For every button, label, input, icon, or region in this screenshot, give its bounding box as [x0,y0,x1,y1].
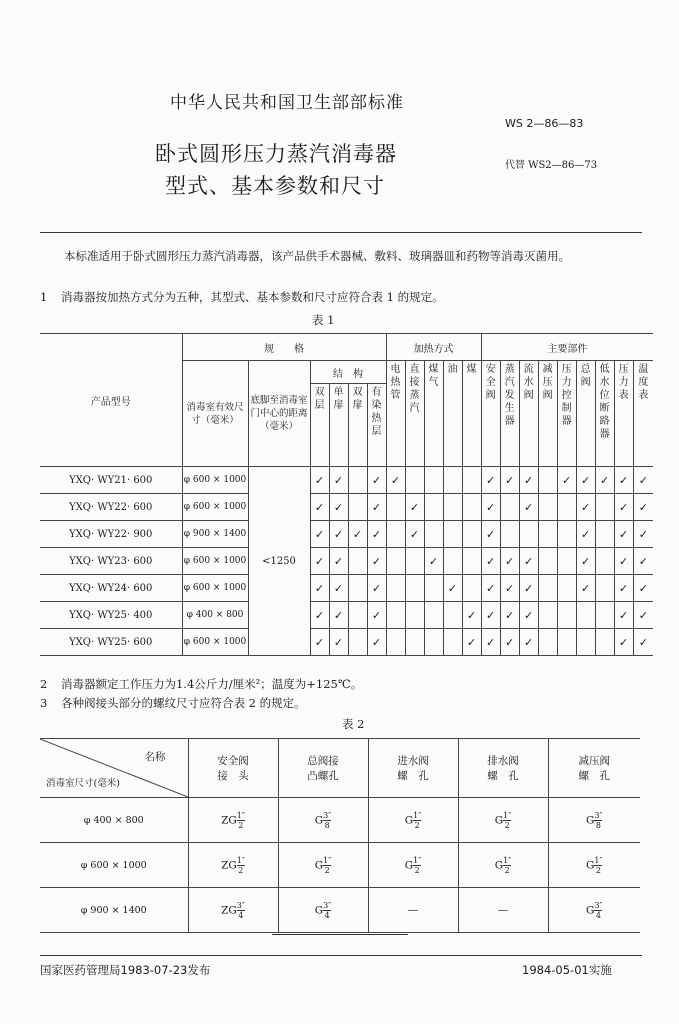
check-mark: ✓ [367,521,386,548]
thread-fraction [237,901,245,920]
size-cell: φ 600 × 1000 [182,629,248,656]
dash: — [407,904,419,916]
empty-cell [443,494,462,521]
check-mark: ✓ [329,494,348,521]
empty-cell [538,629,557,656]
check-mark: ✓ [424,548,443,575]
fraction-denominator: 2 [324,865,330,875]
thread-fraction [594,811,602,830]
empty-cell [424,467,443,494]
thread-fraction [323,856,331,875]
check-mark: ✓ [481,548,500,575]
table-1-row [40,467,653,494]
col-header-model: 产品型号 [40,334,182,467]
empty-cell [538,494,557,521]
thread-prefix: G [314,904,324,916]
check-mark: ✓ [481,602,500,629]
check-mark: ✓ [462,629,481,656]
check-mark: ✓ [500,548,519,575]
empty-cell [462,494,481,521]
check-mark: ✓ [614,467,633,494]
empty-cell [386,575,405,602]
fraction-denominator: 2 [504,820,510,830]
check-mark: ✓ [367,602,386,629]
check-mark: ✓ [576,521,595,548]
col-heat-3: 油 [443,361,462,467]
check-mark: ✓ [310,629,329,656]
height-cell: <1250 [248,467,310,656]
check-mark: ✓ [614,548,633,575]
empty-cell [386,602,405,629]
check-mark: ✓ [367,494,386,521]
empty-cell [557,629,576,656]
fraction-numerator: 3″ [236,900,245,910]
fraction-numerator: 3″ [594,900,603,910]
check-mark: ✓ [310,494,329,521]
empty-cell [386,548,405,575]
fraction-numerator: 1″ [236,855,245,865]
size-cell: φ 400 × 800 [182,602,248,629]
t2-col-4 [548,739,640,798]
fraction-numerator: 1″ [236,810,245,820]
check-mark: ✓ [519,467,538,494]
check-mark: ✓ [329,602,348,629]
empty-cell [348,602,367,629]
check-mark: ✓ [614,602,633,629]
table-1-caption: 表 1 [312,313,335,327]
check-mark: ✓ [633,548,653,575]
thread-size-cell [458,888,548,933]
replaces-standard: 代替 WS2—86—73 [505,160,598,171]
thread-prefix: G [314,859,324,871]
thread-fraction [413,856,421,875]
t2-col-1 [278,739,368,798]
empty-cell [557,602,576,629]
fraction-numerator: 1″ [323,855,332,865]
clause-1-text: 消毒器按加热方式分为五种，其型式、基本参数和尺寸应符合表 1 的规定。 [60,290,444,304]
check-mark: ✓ [367,548,386,575]
empty-cell [348,467,367,494]
thread-prefix: G [494,859,504,871]
model-cell: YXQ· WY22· 600 [40,494,182,521]
size-cell: φ 900 × 1400 [182,521,248,548]
col-heat-2: 煤气 [424,361,443,467]
empty-cell [538,548,557,575]
thread-size-cell [188,843,278,888]
t2-size-cell: φ 900 × 1400 [40,888,188,933]
empty-cell [424,575,443,602]
empty-cell [348,629,367,656]
thread-prefix: G [404,814,414,826]
empty-cell [500,494,519,521]
clause-3 [40,694,640,713]
empty-cell [424,629,443,656]
check-mark: ✓ [500,629,519,656]
check-mark: ✓ [633,494,653,521]
t2-col-0 [188,739,278,798]
corner-header [40,739,188,798]
empty-cell [405,467,424,494]
model-cell: YXQ· WY21· 600 [40,467,182,494]
empty-cell [348,548,367,575]
size-cell: φ 600 × 1000 [182,467,248,494]
col-part-8: 温度表 [633,361,653,467]
thread-prefix: G [314,814,324,826]
fraction-numerator: 3″ [323,900,332,910]
check-mark: ✓ [519,548,538,575]
check-mark: ✓ [481,575,500,602]
thread-size-cell [458,843,548,888]
corner-header-top: 名称 [144,751,166,763]
thread-prefix: G [586,859,595,871]
footer-rule [40,955,642,956]
check-mark: ✓ [481,494,500,521]
fraction-denominator: 2 [238,865,244,875]
col-struct-0: 双层 [310,384,329,467]
check-mark: ✓ [310,575,329,602]
empty-cell [595,521,614,548]
empty-cell [348,494,367,521]
check-mark: ✓ [557,467,576,494]
thread-size-cell [278,798,368,843]
model-cell: YXQ· WY24· 600 [40,575,182,602]
fraction-denominator: 8 [324,820,330,830]
thread-size-cell [458,798,548,843]
table-1-row [40,575,653,602]
t2-col-4-l2: 螺 孔 [578,770,610,782]
check-mark: ✓ [348,521,367,548]
empty-cell [386,629,405,656]
empty-cell [462,548,481,575]
check-mark: ✓ [633,521,653,548]
check-mark: ✓ [386,467,405,494]
size-cell: φ 600 × 1000 [182,494,248,521]
check-mark: ✓ [633,602,653,629]
fraction-denominator: 8 [595,820,601,830]
check-mark: ✓ [633,467,653,494]
clause-2 [40,675,640,694]
group-header-spec: 规 格 [182,334,386,361]
fraction-numerator: 1″ [503,810,512,820]
thread-size-cell [548,798,640,843]
empty-cell [424,602,443,629]
thread-size-cell [368,798,458,843]
check-mark: ✓ [481,521,500,548]
check-mark: ✓ [576,494,595,521]
issued-date: 国家医药管理局1983-07-23发布 [40,963,211,977]
empty-cell [595,494,614,521]
empty-cell [538,602,557,629]
table-1 [40,333,653,656]
check-mark: ✓ [310,521,329,548]
empty-cell [462,467,481,494]
check-mark: ✓ [405,521,424,548]
empty-cell [538,467,557,494]
empty-cell [424,494,443,521]
col-struct-1: 单扉 [329,384,348,467]
check-mark: ✓ [310,548,329,575]
col-header-size: 消毒室有效尺寸（毫米） [182,361,248,467]
fraction-denominator: 2 [414,820,420,830]
check-mark: ✓ [443,575,462,602]
t2-col-0-l1: 安全阀 [217,755,249,767]
empty-cell [595,602,614,629]
check-mark: ✓ [500,575,519,602]
fraction-numerator: 3″ [594,810,603,820]
thread-size-cell [368,843,458,888]
check-mark: ✓ [576,548,595,575]
corner-header-bottom: 消毒室尺寸(毫米) [46,778,120,789]
clause-1-number: 1 [40,290,48,304]
check-mark: ✓ [405,494,424,521]
thread-fraction [237,811,245,830]
check-mark: ✓ [310,602,329,629]
table-1-row [40,629,653,656]
col-header-height: 底脚至消毒室门中心的距离（毫米） [248,361,310,467]
check-mark: ✓ [576,467,595,494]
thread-fraction [323,901,331,920]
fraction-denominator: 4 [238,910,244,920]
t2-col-2 [368,739,458,798]
empty-cell [557,548,576,575]
fraction-denominator: 4 [595,910,601,920]
empty-cell [462,521,481,548]
fraction-numerator: 1″ [413,810,422,820]
title-line-2: 型式、基本参数和尺寸 [165,174,385,198]
title-line-1: 卧式圆形压力蒸汽消毒器 [155,142,397,166]
clause-2-text: 消毒器额定工作压力为1.4公斤力/厘米²；温度为+125℃。 [60,677,363,691]
thread-size-cell [548,888,640,933]
fraction-numerator: 1″ [503,855,512,865]
empty-cell [500,521,519,548]
col-part-7: 压力表 [614,361,633,467]
clause-2-number: 2 [40,677,48,691]
thread-prefix: ZG [221,859,237,871]
check-mark: ✓ [614,494,633,521]
check-mark: ✓ [310,467,329,494]
t2-size-cell: φ 400 × 800 [40,798,188,843]
col-heat-1: 直接蒸汽 [405,361,424,467]
thread-fraction [237,856,245,875]
t2-size-cell: φ 600 × 1000 [40,843,188,888]
empty-cell [443,467,462,494]
check-mark: ✓ [329,575,348,602]
empty-cell [386,494,405,521]
check-mark: ✓ [614,629,633,656]
header-rule [40,232,642,233]
empty-cell [595,575,614,602]
empty-cell [576,602,595,629]
col-struct-2: 双扉 [348,384,367,467]
model-cell: YXQ· WY23· 600 [40,548,182,575]
check-mark: ✓ [481,467,500,494]
check-mark: ✓ [500,467,519,494]
thread-fraction [503,811,511,830]
table-2 [40,738,640,933]
t2-col-2-l1: 进水阀 [397,755,429,767]
check-mark: ✓ [500,602,519,629]
check-mark: ✓ [519,629,538,656]
col-struct-3: 有染热层 [367,384,386,467]
check-mark: ✓ [614,521,633,548]
check-mark: ✓ [367,629,386,656]
col-part-6: 低水位断路器 [595,361,614,467]
table-2-caption: 表 2 [342,717,365,731]
thread-size-cell [278,843,368,888]
fraction-denominator: 2 [414,865,420,875]
table-2-row [40,798,640,843]
col-heat-4: 煤 [462,361,481,467]
thread-prefix: G [494,814,504,826]
size-cell: φ 600 × 1000 [182,548,248,575]
table-1-row [40,494,653,521]
t2-col-1-l2: 凸螺孔 [307,770,339,782]
t2-col-3 [458,739,548,798]
check-mark: ✓ [329,548,348,575]
col-part-1: 蒸汽发生器 [500,361,519,467]
fraction-denominator: 2 [595,865,601,875]
table-2-body [40,798,640,933]
fraction-numerator: 1″ [413,855,422,865]
check-mark: ✓ [595,467,614,494]
thread-prefix: ZG [221,814,237,826]
empty-cell [443,548,462,575]
group-header-heating: 加热方式 [386,334,481,361]
empty-cell [348,575,367,602]
model-cell: YXQ· WY25· 400 [40,602,182,629]
clause-3-text: 各种阀接头部分的螺纹尺寸应符合表 2 的规定。 [60,696,306,710]
thread-fraction [413,811,421,830]
empty-cell [424,521,443,548]
empty-cell [405,602,424,629]
empty-cell [519,521,538,548]
fraction-denominator: 4 [324,910,330,920]
model-cell: YXQ· WY25· 600 [40,629,182,656]
empty-cell [557,494,576,521]
col-part-3: 减压阀 [538,361,557,467]
intro-paragraph: 本标准适用于卧式圆形压力蒸汽消毒器，该产品供手术器械、敷料、玻璃器皿和药物等消毒灭菌用。 [64,249,570,263]
empty-cell [538,575,557,602]
group-header-structure: 结 构 [310,361,386,384]
clause-1 [40,288,640,307]
t2-col-0-l2: 接 头 [217,770,249,782]
standard-number: WS 2—86—83 [505,117,584,130]
empty-cell [443,629,462,656]
t2-col-3-l2: 螺 孔 [487,770,519,782]
fraction-denominator: 2 [504,865,510,875]
t2-col-4-l1: 减压阀 [578,755,610,767]
col-part-5: 总阀 [576,361,595,467]
table-2-row [40,843,640,888]
empty-cell [405,629,424,656]
empty-cell [405,575,424,602]
thread-fraction [323,811,331,830]
table-1-row [40,548,653,575]
check-mark: ✓ [329,629,348,656]
thread-fraction [503,856,511,875]
check-mark: ✓ [633,629,653,656]
t2-col-3-l1: 排水阀 [487,755,519,767]
fraction-denominator: 2 [238,820,244,830]
effective-date: 1984-05-01实施 [522,963,612,977]
check-mark: ✓ [519,602,538,629]
check-mark: ✓ [367,575,386,602]
empty-cell [557,521,576,548]
thread-size-cell [368,888,458,933]
thread-size-cell [188,798,278,843]
table-1-body [40,467,653,656]
end-rule [272,934,408,935]
col-part-2: 流水阀 [519,361,538,467]
empty-cell [405,548,424,575]
empty-cell [443,521,462,548]
clause-3-number: 3 [40,696,48,710]
dash: — [497,904,509,916]
table-1-row [40,602,653,629]
empty-cell [538,521,557,548]
check-mark: ✓ [462,602,481,629]
check-mark: ✓ [329,521,348,548]
thread-fraction [594,901,602,920]
empty-cell [557,575,576,602]
table-1-row [40,521,653,548]
empty-cell [386,521,405,548]
empty-cell [595,629,614,656]
issuing-authority: 中华人民共和国卫生部部标准 [170,93,404,113]
thread-prefix: G [404,859,414,871]
thread-prefix: ZG [221,904,237,916]
table-2-row [40,888,640,933]
thread-size-cell [278,888,368,933]
t2-col-2-l2: 螺 孔 [397,770,429,782]
thread-prefix: G [586,904,595,916]
col-part-0: 安全阀 [481,361,500,467]
t2-col-1-l1: 总阀接 [307,755,339,767]
check-mark: ✓ [367,467,386,494]
col-part-4: 压力控制器 [557,361,576,467]
check-mark: ✓ [519,575,538,602]
check-mark: ✓ [481,629,500,656]
check-mark: ✓ [576,575,595,602]
thread-size-cell [548,843,640,888]
empty-cell [576,629,595,656]
empty-cell [443,602,462,629]
check-mark: ✓ [519,494,538,521]
check-mark: ✓ [633,575,653,602]
fraction-numerator: 3″ [323,810,332,820]
model-cell: YXQ· WY22· 900 [40,521,182,548]
check-mark: ✓ [329,467,348,494]
empty-cell [595,548,614,575]
size-cell: φ 600 × 1000 [182,575,248,602]
fraction-numerator: 1″ [594,855,603,865]
group-header-parts: 主要部件 [481,334,653,361]
col-heat-0: 电热管 [386,361,405,467]
thread-size-cell [188,888,278,933]
thread-prefix: G [586,814,595,826]
check-mark: ✓ [614,575,633,602]
empty-cell [462,575,481,602]
thread-fraction [594,856,602,875]
